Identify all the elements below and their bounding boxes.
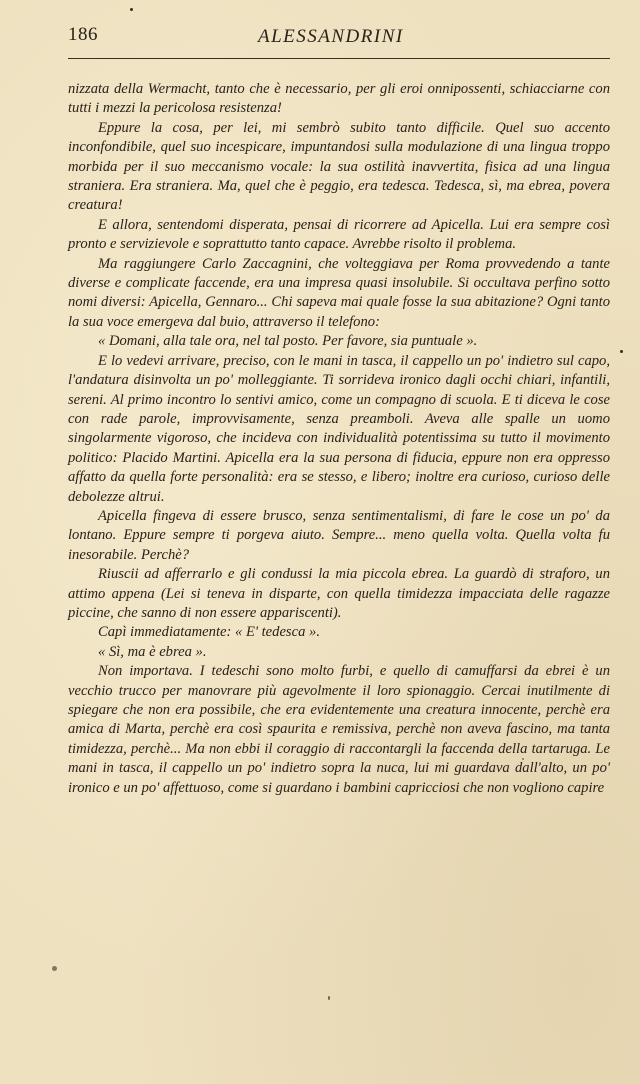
paper-speck [620, 350, 623, 353]
paper-speck [52, 966, 57, 971]
paragraph: « Domani, alla tale ora, nel tal posto. Per favore, sia puntuale ». [98, 333, 478, 350]
paragraph: « Sì, ma è ebrea ». [98, 643, 207, 660]
paragraph: Apicella fingeva di essere brusco, senza sentimentalismi, di fare le cose un po' da lontano. Eppure sempre ti porgeva aiuto. Sempre... meno quella volta. Quella volta fu inesorabile. Perchè? [68, 507, 610, 563]
paper-speck [328, 996, 330, 1000]
paper-speck [130, 8, 133, 11]
header-rule [68, 58, 610, 59]
paragraph: Ma raggiungere Carlo Zaccagnini, che volteggiava per Roma provvedendo a tante diverse e complicate faccende, era una impresa quasi insolubile. Si occultava perfino sotto nomi diversi: Apicella, Gennaro... Chi sapeva mai quale fosse la sua abitazione? Ogni tanto la sua voce emergeva dal buio, attraverso il telefono: [68, 255, 610, 330]
page-number: 186 [68, 24, 98, 45]
paragraph: Non importava. I tedeschi sono molto furbi, e quello di camuffarsi da ebrei è un vecchio trucco per manovrare più agevolmente il loro spionaggio. Cercai inutilmente di spiegare che non era possibile, che era evidentemente una creatura innocente, perchè era amica di Marta, perchè era così spaurita e remissiva, perchè non aveva fascino, ma tanta timidezza, perchè... Ma non ebbi il coraggio di raccontargli la faccenda della tartaruga. Le mani in tasca, il cappello un po' indietro sopra la nuca, lui mi guardava dall'alto, un po' ironico e un po' affettuoso, come si guardano i bambini capricciosi che non vogliono capire [68, 663, 610, 796]
paper-speck [522, 758, 524, 760]
paragraph: nizzata della Wermacht, tanto che è necessario, per gli eroi onnipossenti, schiacciarne con tutti i mezzi la pericolosa resistenza! [68, 81, 610, 117]
paragraph: E lo vedevi arrivare, preciso, con le mani in tasca, il cappello un po' indietro sul capo, l'andatura disinvolta un po' molleggiante. Ti sorrideva ironico dagli occhi chiari, infantili, sereni. Al primo incontro lo sentivi amico, come un compagno di scuola. E ti diceva le cose con rade parole, improvvisamente, senza preamboli. Aveva alle spalle un uomo singolarmente vigoroso, che incideva con individualità potentissima su tutto il movimento politico: Placido Martini. Apicella era la sua persona di fiducia, eppure non era oppresso affatto da quella forte personalità: era se stesso, e libero; inoltre era curioso, curioso delle debolezze altrui. [68, 352, 610, 505]
paragraph: Capì immediatamente: « E' tedesca ». [98, 624, 320, 641]
running-title: ALESSANDRINI [258, 26, 404, 47]
paragraph: Riuscii ad afferrarlo e gli condussi la mia piccola ebrea. La guardò di straforo, un attimo appena (Lei si teneva in disparte, con quella timidezza impacciata delle ragazze piccine, che sanno di non essere appariscenti). [68, 566, 610, 621]
body-text [68, 80, 610, 798]
paragraph: E allora, sentendomi disperata, pensai di ricorrere ad Apicella. Lui era sempre così pronto e servizievole e soprattutto tanto capace. Avrebbe risolto il problema. [68, 216, 610, 253]
page-header [68, 24, 610, 58]
paragraph: Eppure la cosa, per lei, mi sembrò subito tanto difficile. Quel suo accento inconfondibile, quel suo incespicare, impuntandosi sulla modulazione di una lingua troppo morbida per il suo meccanismo vocale: la sua ostilità inavvertita, fisica ad una lingua straniera. Era straniera. Ma, quel che è peggio, era tedesca. Tedesca, sì, ma ebrea, povera creatura! [68, 119, 610, 214]
